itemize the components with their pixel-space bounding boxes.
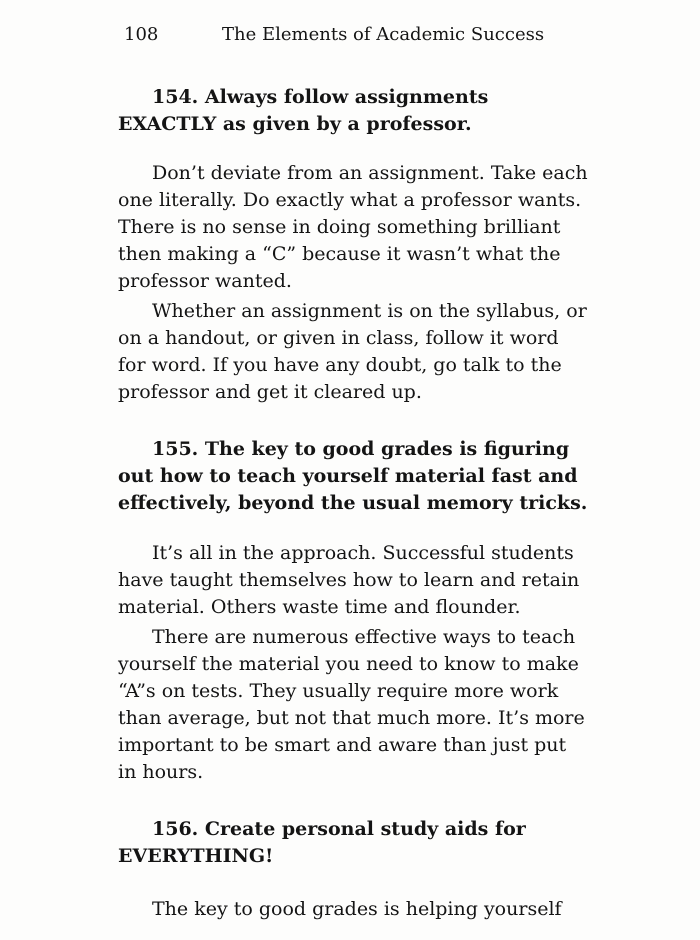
tip-155-paragraph-1: It’s all in the approach. Successful students have taught themselves how to learn and retain material. Others waste time and flounder. [118, 542, 580, 618]
tip-154-paragraph-1: Don’t deviate from an assignment. Take each one literally. Do exactly what a professor wants. There is no sense in doing something brilliant then making a “C” because it wasn’t what the professor wanted. [118, 162, 588, 292]
tip-155-heading: 155. The key to good grades is figuring out how to teach yourself material fast and effectively, beyond the usual memory tricks. [118, 438, 588, 514]
page-number: 108 [124, 24, 159, 45]
running-title: The Elements of Academic Success [222, 24, 545, 45]
tip-154-heading: 154. Always follow assignments EXACTLY as given by a professor. [118, 86, 489, 135]
tip-155-paragraph-2: There are numerous effective ways to teach yourself the material you need to know to make “A”s on tests. They usually require more work than average, but not that much more. It’s more important to be smart and aware than just put in hours. [118, 626, 585, 783]
tip-156-paragraph-1: The key to good grades is helping yourself [152, 898, 562, 920]
tip-156-heading: 156. Create personal study aids for EVERYTHING! [118, 818, 526, 867]
page-header [124, 20, 544, 50]
tip-154-paragraph-2: Whether an assignment is on the syllabus, or on a handout, or given in class, follow it word for word. If you have any doubt, go talk to the professor and get it cleared up. [118, 300, 587, 403]
